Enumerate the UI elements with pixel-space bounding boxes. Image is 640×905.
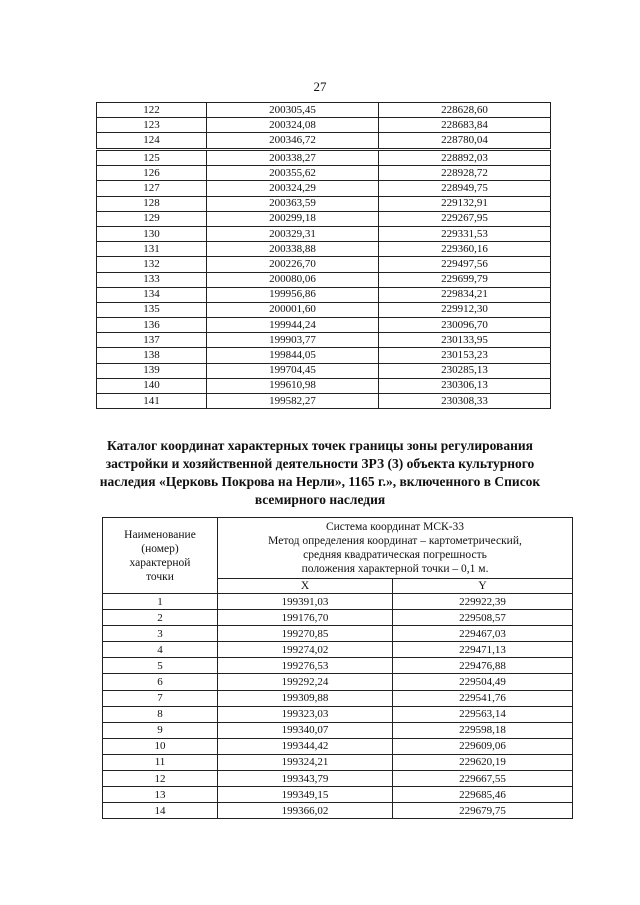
x-coordinate-cell: 199903,77 [207, 333, 379, 348]
table-row [97, 166, 551, 181]
y-coordinate-cell: 228683,84 [379, 118, 551, 133]
y-coordinate-cell: 229508,57 [393, 610, 573, 626]
table-row [103, 706, 573, 722]
x-coordinate-cell: 199844,05 [207, 348, 379, 363]
page-number: 27 [313, 79, 327, 94]
y-coordinate-cell: 229598,18 [393, 722, 573, 738]
coordinate-system-header [218, 518, 573, 579]
table-row [97, 118, 551, 133]
point-name-header [103, 518, 218, 594]
y-coordinate-cell: 230096,70 [379, 318, 551, 333]
table-row [103, 610, 573, 626]
header-line: точки [146, 570, 174, 583]
point-number-cell: 12 [103, 771, 218, 787]
y-coordinate-cell: 230308,33 [379, 394, 551, 409]
table-row [97, 302, 551, 317]
point-number-cell: 125 [97, 151, 207, 166]
table-row [97, 394, 551, 409]
y-coordinate-cell: 228628,60 [379, 103, 551, 118]
point-number-cell: 140 [97, 378, 207, 393]
point-number-cell: 133 [97, 272, 207, 287]
x-coordinate-cell: 200080,06 [207, 272, 379, 287]
header-line: Метод определения координат – картометрический, [268, 535, 522, 547]
coordinates-table-main [96, 150, 551, 409]
x-coordinate-cell: 199292,24 [218, 674, 393, 690]
x-coordinate-cell: 199340,07 [218, 722, 393, 738]
x-coordinate-cell: 199343,79 [218, 771, 393, 787]
y-coordinate-cell: 230133,95 [379, 333, 551, 348]
y-coordinate-cell: 228780,04 [379, 133, 551, 148]
table-row [103, 722, 573, 738]
point-number-cell: 13 [103, 787, 218, 803]
x-coordinate-cell: 200305,45 [207, 103, 379, 118]
x-coordinate-cell: 200346,72 [207, 133, 379, 148]
x-coordinate-cell: 199344,42 [218, 738, 393, 754]
x-coordinate-cell: 199944,24 [207, 318, 379, 333]
table-row [97, 333, 551, 348]
point-number-cell: 127 [97, 181, 207, 196]
y-coordinate-cell: 229620,19 [393, 754, 573, 770]
header-line: Система координат МСК-33 [325, 521, 465, 533]
table-row [97, 257, 551, 272]
heading-line: Каталог координат характерных точек границы зоны регулирования [107, 438, 533, 453]
table-row [103, 803, 573, 819]
point-number-cell: 131 [97, 242, 207, 257]
point-number-cell: 129 [97, 211, 207, 226]
y-coordinate-cell: 229667,55 [393, 771, 573, 787]
table-row [103, 642, 573, 658]
y-coordinate-cell: 230306,13 [379, 378, 551, 393]
point-number-cell: 130 [97, 226, 207, 241]
table-row [97, 226, 551, 241]
table-row [103, 771, 573, 787]
point-number-cell: 3 [103, 626, 218, 642]
table-row [97, 211, 551, 226]
point-number-cell: 5 [103, 658, 218, 674]
y-coordinate-cell: 229699,79 [379, 272, 551, 287]
x-coordinate-cell: 200324,29 [207, 181, 379, 196]
x-coordinate-cell: 199366,02 [218, 803, 393, 819]
point-number-cell: 134 [97, 287, 207, 302]
catalog-coordinates-table [102, 517, 573, 819]
table-row [97, 363, 551, 378]
table-row [103, 754, 573, 770]
y-coordinate-cell: 229834,21 [379, 287, 551, 302]
point-number-cell: 14 [103, 803, 218, 819]
table-row [97, 318, 551, 333]
catalog-heading [70, 437, 570, 509]
x-coordinate-cell: 199323,03 [218, 706, 393, 722]
x-coordinate-cell: 199309,88 [218, 690, 393, 706]
y-coordinate-cell: 229504,49 [393, 674, 573, 690]
header-line: характерной [129, 556, 191, 569]
header-line: Наименование [124, 528, 196, 541]
table-row [97, 196, 551, 211]
y-coordinate-cell: 229331,53 [379, 226, 551, 241]
y-column-header: Y [393, 579, 573, 594]
point-number-cell: 10 [103, 738, 218, 754]
y-coordinate-cell: 229609,06 [393, 738, 573, 754]
table-row [103, 658, 573, 674]
point-number-cell: 137 [97, 333, 207, 348]
table-row [97, 287, 551, 302]
y-coordinate-cell: 229922,39 [393, 594, 573, 610]
header-line: средняя квадратическая погрешность [303, 549, 487, 561]
table-row [103, 626, 573, 642]
y-coordinate-cell: 229563,14 [393, 706, 573, 722]
y-coordinate-cell: 229471,13 [393, 642, 573, 658]
point-number-cell: 128 [97, 196, 207, 211]
y-coordinate-cell: 229267,95 [379, 211, 551, 226]
point-number-cell: 11 [103, 754, 218, 770]
y-coordinate-cell: 229476,88 [393, 658, 573, 674]
point-number-cell: 138 [97, 348, 207, 363]
x-coordinate-cell: 199704,45 [207, 363, 379, 378]
point-number-cell: 123 [97, 118, 207, 133]
x-coordinate-cell: 200299,18 [207, 211, 379, 226]
x-coordinate-cell: 200363,59 [207, 196, 379, 211]
y-coordinate-cell: 229685,46 [393, 787, 573, 803]
table-row [103, 787, 573, 803]
x-coordinate-cell: 199610,98 [207, 378, 379, 393]
x-coordinate-cell: 199176,70 [218, 610, 393, 626]
y-coordinate-cell: 228928,72 [379, 166, 551, 181]
point-number-cell: 6 [103, 674, 218, 690]
x-column-header: X [218, 579, 393, 594]
y-coordinate-cell: 229679,75 [393, 803, 573, 819]
x-coordinate-cell: 199274,02 [218, 642, 393, 658]
x-coordinate-cell: 200338,88 [207, 242, 379, 257]
table-row [97, 181, 551, 196]
x-coordinate-cell: 199349,15 [218, 787, 393, 803]
y-coordinate-cell: 229467,03 [393, 626, 573, 642]
table-row [97, 272, 551, 287]
point-number-cell: 126 [97, 166, 207, 181]
point-number-cell: 122 [97, 103, 207, 118]
point-number-cell: 139 [97, 363, 207, 378]
table-row [103, 674, 573, 690]
y-coordinate-cell: 228892,03 [379, 151, 551, 166]
x-coordinate-cell: 200338,27 [207, 151, 379, 166]
y-coordinate-cell: 230153,23 [379, 348, 551, 363]
table-row [97, 103, 551, 118]
point-number-cell: 4 [103, 642, 218, 658]
point-number-cell: 8 [103, 706, 218, 722]
coordinates-table-continued [96, 102, 551, 149]
table-row [97, 151, 551, 166]
x-coordinate-cell: 199324,21 [218, 754, 393, 770]
table-row [103, 690, 573, 706]
header-line: (номер) [141, 542, 179, 555]
table-row [97, 378, 551, 393]
heading-line: застройки и хозяйственной деятельности ЗРЗ (3) объекта культурного [105, 456, 535, 471]
point-number-cell: 2 [103, 610, 218, 626]
point-number-cell: 1 [103, 594, 218, 610]
x-coordinate-cell: 199276,53 [218, 658, 393, 674]
table-row [97, 133, 551, 148]
y-coordinate-cell: 229132,91 [379, 196, 551, 211]
y-coordinate-cell: 230285,13 [379, 363, 551, 378]
point-number-cell: 124 [97, 133, 207, 148]
x-coordinate-cell: 200226,70 [207, 257, 379, 272]
x-coordinate-cell: 199391,03 [218, 594, 393, 610]
x-coordinate-cell: 200324,08 [207, 118, 379, 133]
x-coordinate-cell: 200355,62 [207, 166, 379, 181]
point-number-cell: 7 [103, 690, 218, 706]
x-coordinate-cell: 200001,60 [207, 302, 379, 317]
header-line: положения характерной точки – 0,1 м. [301, 563, 489, 575]
y-coordinate-cell: 229912,30 [379, 302, 551, 317]
table-row [103, 594, 573, 610]
x-coordinate-cell: 199582,27 [207, 394, 379, 409]
table-row [97, 348, 551, 363]
x-coordinate-cell: 199956,86 [207, 287, 379, 302]
heading-line: всемирного наследия [254, 492, 386, 507]
y-coordinate-cell: 229541,76 [393, 690, 573, 706]
x-coordinate-cell: 199270,85 [218, 626, 393, 642]
point-number-cell: 136 [97, 318, 207, 333]
y-coordinate-cell: 229497,56 [379, 257, 551, 272]
y-coordinate-cell: 229360,16 [379, 242, 551, 257]
point-number-cell: 9 [103, 722, 218, 738]
x-coordinate-cell: 200329,31 [207, 226, 379, 241]
heading-line: наследия «Церковь Покрова на Нерли», 1165 г.», включенного в Список [99, 474, 541, 489]
point-number-cell: 132 [97, 257, 207, 272]
table-row [103, 738, 573, 754]
point-number-cell: 135 [97, 302, 207, 317]
y-coordinate-cell: 228949,75 [379, 181, 551, 196]
point-number-cell: 141 [97, 394, 207, 409]
table-row [97, 242, 551, 257]
